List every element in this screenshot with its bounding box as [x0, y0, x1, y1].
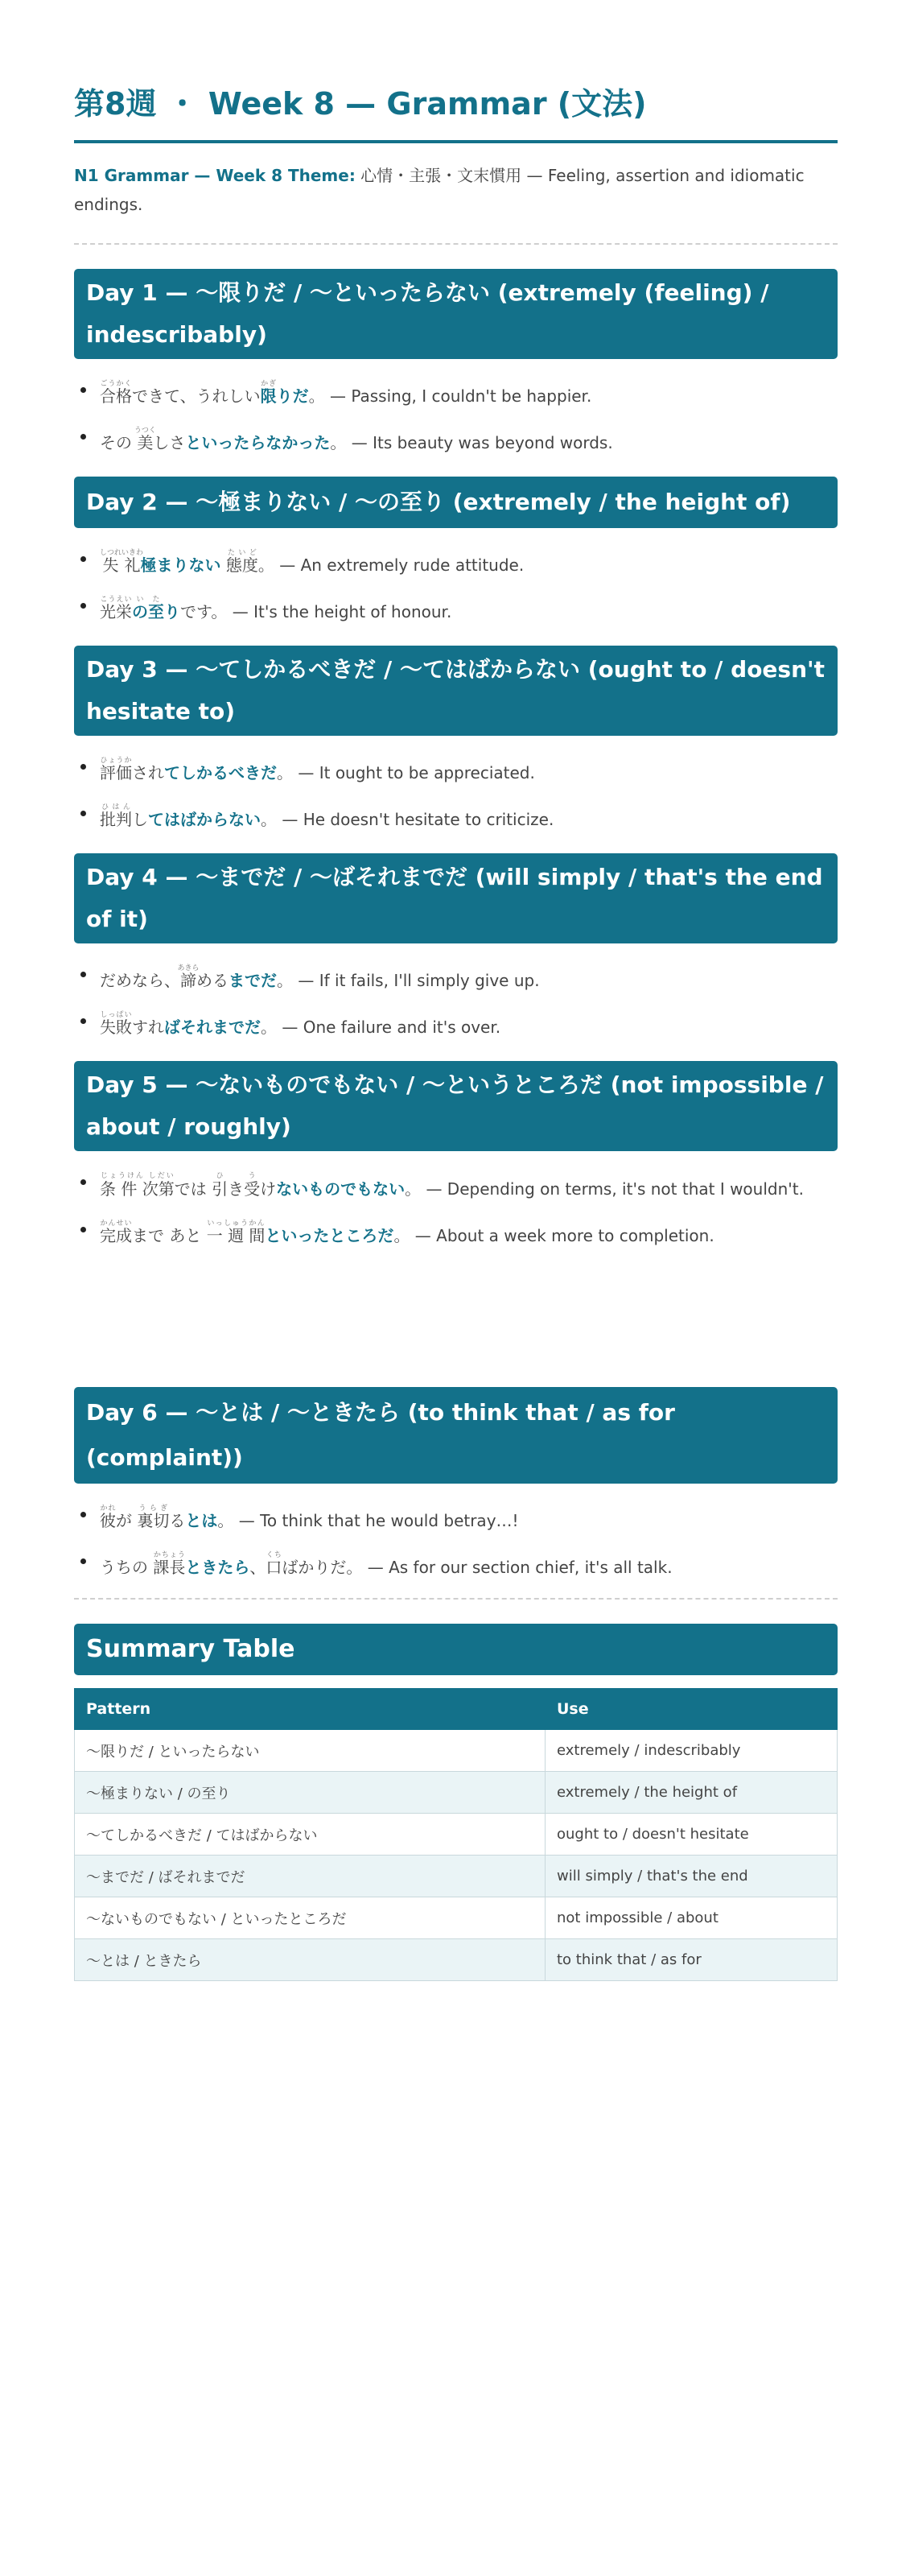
- jp-word: 条 件 次第じょうけん しだい: [100, 1172, 175, 1199]
- example-translation: — To think that he would betray…!: [238, 1511, 519, 1530]
- jp-word: 失礼しつれいきわ: [100, 549, 144, 575]
- example-jp-end: 。: [257, 555, 274, 575]
- jp-word: 課長かちょう: [153, 1551, 186, 1577]
- jp-word: 諦あきら: [177, 964, 200, 990]
- bullet: [80, 387, 86, 393]
- grammar-highlight: ばそれまでだ: [164, 1018, 261, 1037]
- example-translation: — He doesn't hesitate to criticize.: [282, 810, 554, 829]
- pattern-cell: ～ないものでもない / といったところだ: [75, 1897, 546, 1939]
- grammar-highlight: までだ: [229, 971, 277, 990]
- use-cell: ought to / doesn't hesitate: [546, 1814, 838, 1856]
- pattern-cell: ～とは / ときたら: [75, 1939, 546, 1981]
- theme-label: N1 Grammar — Week 8 Theme:: [74, 166, 356, 185]
- grammar-highlight: ときたら: [185, 1558, 250, 1577]
- example-translation: — An extremely rude attitude.: [279, 555, 525, 575]
- use-cell: will simply / that's the end: [546, 1856, 838, 1897]
- pattern-cell: ～までだ / ばそれまでだ: [75, 1856, 546, 1897]
- use-cell: extremely / indescribably: [546, 1730, 838, 1772]
- day-5-examples: [74, 1172, 838, 1245]
- example-jp-start: うちの: [100, 1558, 154, 1577]
- example-item: [74, 1551, 838, 1577]
- jp-word: 彼かれ: [100, 1505, 116, 1530]
- example-item: [74, 1505, 838, 1530]
- example-item: [74, 757, 838, 782]
- example-jp-rest: める: [196, 971, 229, 990]
- grammar-highlight: てしかるべきだ: [164, 763, 277, 782]
- example-item: [74, 964, 838, 990]
- example-jp-start: その: [100, 433, 138, 452]
- use-cell: to think that / as for: [546, 1939, 838, 1981]
- example-item: [74, 380, 838, 406]
- jp-word: 批判ひはん: [100, 803, 132, 829]
- day-6-examples: [74, 1505, 838, 1577]
- example-jp-rest: できて、うれしい: [132, 386, 261, 406]
- example-jp-rest: すれ: [132, 1018, 164, 1037]
- example-jp-end: 。: [277, 763, 293, 782]
- example-jp-rest: しさ: [153, 433, 186, 452]
- example-jp-rest: では: [174, 1179, 212, 1199]
- grammar-highlight: りだ: [276, 386, 309, 406]
- jp-word: 光栄こうえい: [100, 596, 132, 621]
- day-1-heading: Day 1 — ～限りだ / ～といったらない (extremely (feeling) / indescribably): [74, 269, 838, 359]
- jp-word: 一 週 間いっしゅうかん: [206, 1220, 266, 1245]
- example-item: [74, 596, 838, 621]
- table-row: [75, 1939, 838, 1981]
- title-rule: [74, 140, 838, 143]
- example-item: [74, 1220, 838, 1245]
- bullet: [80, 811, 86, 816]
- table-header-row: [75, 1689, 838, 1730]
- table-row: [75, 1856, 838, 1897]
- page-title: 第8週 ・ Week 8 — Grammar (文法): [74, 86, 647, 122]
- grammar-highlight: とは: [185, 1511, 218, 1530]
- bullet: [80, 1512, 86, 1517]
- table-row: [75, 1730, 838, 1772]
- pattern-cell: ～限りだ / といったらない: [75, 1730, 546, 1772]
- grammar-highlight: ないものでもない: [276, 1179, 406, 1199]
- example-translation: — As for our section chief, it's all talk.: [367, 1558, 673, 1577]
- bullet: [80, 556, 86, 562]
- grammar-highlight: 限かぎ: [260, 380, 277, 406]
- grammar-highlight: といったらなかった: [185, 433, 331, 452]
- pattern-cell: ～てしかるべきだ / てはばからない: [75, 1814, 546, 1856]
- example-item: [74, 803, 838, 829]
- day-2-heading: Day 2 — ～極まりない / ～の至り (extremely / the height of): [74, 477, 838, 528]
- theme-line: [74, 161, 838, 219]
- summary-table: [74, 1688, 838, 1981]
- example-jp-end: です。: [180, 602, 228, 621]
- example-jp-end: 。: [217, 1511, 234, 1530]
- example-jp-rest: け: [260, 1179, 277, 1199]
- bullet: [80, 1018, 86, 1024]
- section-divider: [74, 243, 838, 245]
- day-4-heading: Day 4 — ～までだ / ～ばそれまでだ (will simply / that's the end of it): [74, 853, 838, 943]
- grammar-highlight: の至いた: [132, 596, 164, 621]
- bullet: [80, 1227, 86, 1232]
- table-row: [75, 1814, 838, 1856]
- example-jp-end: 。: [261, 1018, 277, 1037]
- example-jp-end: 。: [308, 386, 325, 406]
- jp-word: 受う: [244, 1172, 261, 1199]
- column-header-use: Use: [546, 1689, 838, 1730]
- grammar-highlight: といったところだ: [265, 1226, 394, 1245]
- jp-word: 合格ごうかく: [100, 380, 132, 406]
- example-translation: — If it fails, I'll simply give up.: [298, 971, 540, 990]
- grammar-highlight: てはばからない: [148, 810, 261, 829]
- table-row: [75, 1772, 838, 1814]
- section-divider: [74, 1598, 838, 1600]
- jp-word: 美うつく: [134, 427, 156, 452]
- page: [74, 0, 838, 1981]
- pattern-cell: ～極まりない / の至り: [75, 1772, 546, 1814]
- example-translation: — Depending on terms, it's not that I wouldn't.: [426, 1179, 804, 1199]
- summary-heading: Summary Table: [74, 1624, 838, 1675]
- jp-word: 態度たいど: [225, 549, 258, 575]
- example-translation: — Its beauty was beyond words.: [351, 433, 613, 452]
- day-1-examples: [74, 380, 838, 452]
- day-2-examples: [74, 549, 838, 621]
- example-translation: — Passing, I couldn't be happier.: [329, 386, 592, 406]
- page-gap: [74, 1266, 838, 1363]
- example-jp-end: 。: [405, 1179, 422, 1199]
- example-jp-rest: し: [132, 810, 148, 829]
- jp-word: 評価ひょうか: [100, 757, 132, 782]
- example-jp-end: 。: [393, 1226, 410, 1245]
- grammar-highlight: り: [164, 602, 180, 621]
- example-jp-end: ばかりだ。: [282, 1558, 363, 1577]
- example-item: [74, 549, 838, 575]
- use-cell: not impossible / about: [546, 1897, 838, 1939]
- bullet: [80, 434, 86, 440]
- example-jp-rest: き: [228, 1179, 245, 1199]
- example-translation: — About a week more to completion.: [414, 1226, 714, 1245]
- example-item: [74, 1011, 838, 1037]
- bullet: [80, 603, 86, 609]
- bullet: [80, 1179, 86, 1185]
- bullet: [80, 1558, 86, 1564]
- example-translation: — It's the height of honour.: [232, 602, 452, 621]
- example-translation: — One failure and it's over.: [282, 1018, 501, 1037]
- table-row: [75, 1897, 838, 1939]
- example-item: [74, 427, 838, 452]
- bullet: [80, 764, 86, 770]
- day-3-heading: Day 3 — ～てしかるべきだ / ～てはばからない (ought to / doesn't hesitate to): [74, 646, 838, 736]
- jp-word: 口くち: [266, 1551, 282, 1577]
- example-translation: — It ought to be appreciated.: [298, 763, 535, 782]
- day-5-heading: Day 5 — ～ないものでもない / ～というところだ (not impossible / about / roughly): [74, 1061, 838, 1151]
- example-jp-start: だめなら、: [100, 971, 180, 990]
- example-jp-end: 。: [261, 810, 277, 829]
- example-item: [74, 1172, 838, 1199]
- column-header-pattern: Pattern: [75, 1689, 546, 1730]
- day-4-examples: [74, 964, 838, 1037]
- bullet: [80, 972, 86, 977]
- theme-text: 心情・主張・文末慣用 — Feeling, assertion and idiomatic endings.: [74, 166, 805, 214]
- jp-word: 裏切うらぎ: [137, 1505, 170, 1530]
- example-jp-end: 。: [277, 971, 293, 990]
- grammar-highlight: 極まりない: [140, 555, 221, 575]
- jp-word: 完成かんせい: [100, 1220, 132, 1245]
- jp-word: 失敗しっぱい: [100, 1011, 132, 1037]
- day-6-heading: Day 6 — ～とは / ～ときたら (to think that / as for (complaint)): [74, 1387, 838, 1484]
- example-jp-end: 。: [330, 433, 347, 452]
- example-jp-rest: され: [132, 763, 164, 782]
- example-jp-rest: る: [169, 1511, 186, 1530]
- jp-word: 引ひ: [212, 1172, 229, 1199]
- use-cell: extremely / the height of: [546, 1772, 838, 1814]
- example-jp-rest: 、: [249, 1558, 266, 1577]
- example-jp-rest: が: [116, 1511, 138, 1530]
- day-3-examples: [74, 757, 838, 829]
- example-jp-rest: まで あと: [132, 1226, 207, 1245]
